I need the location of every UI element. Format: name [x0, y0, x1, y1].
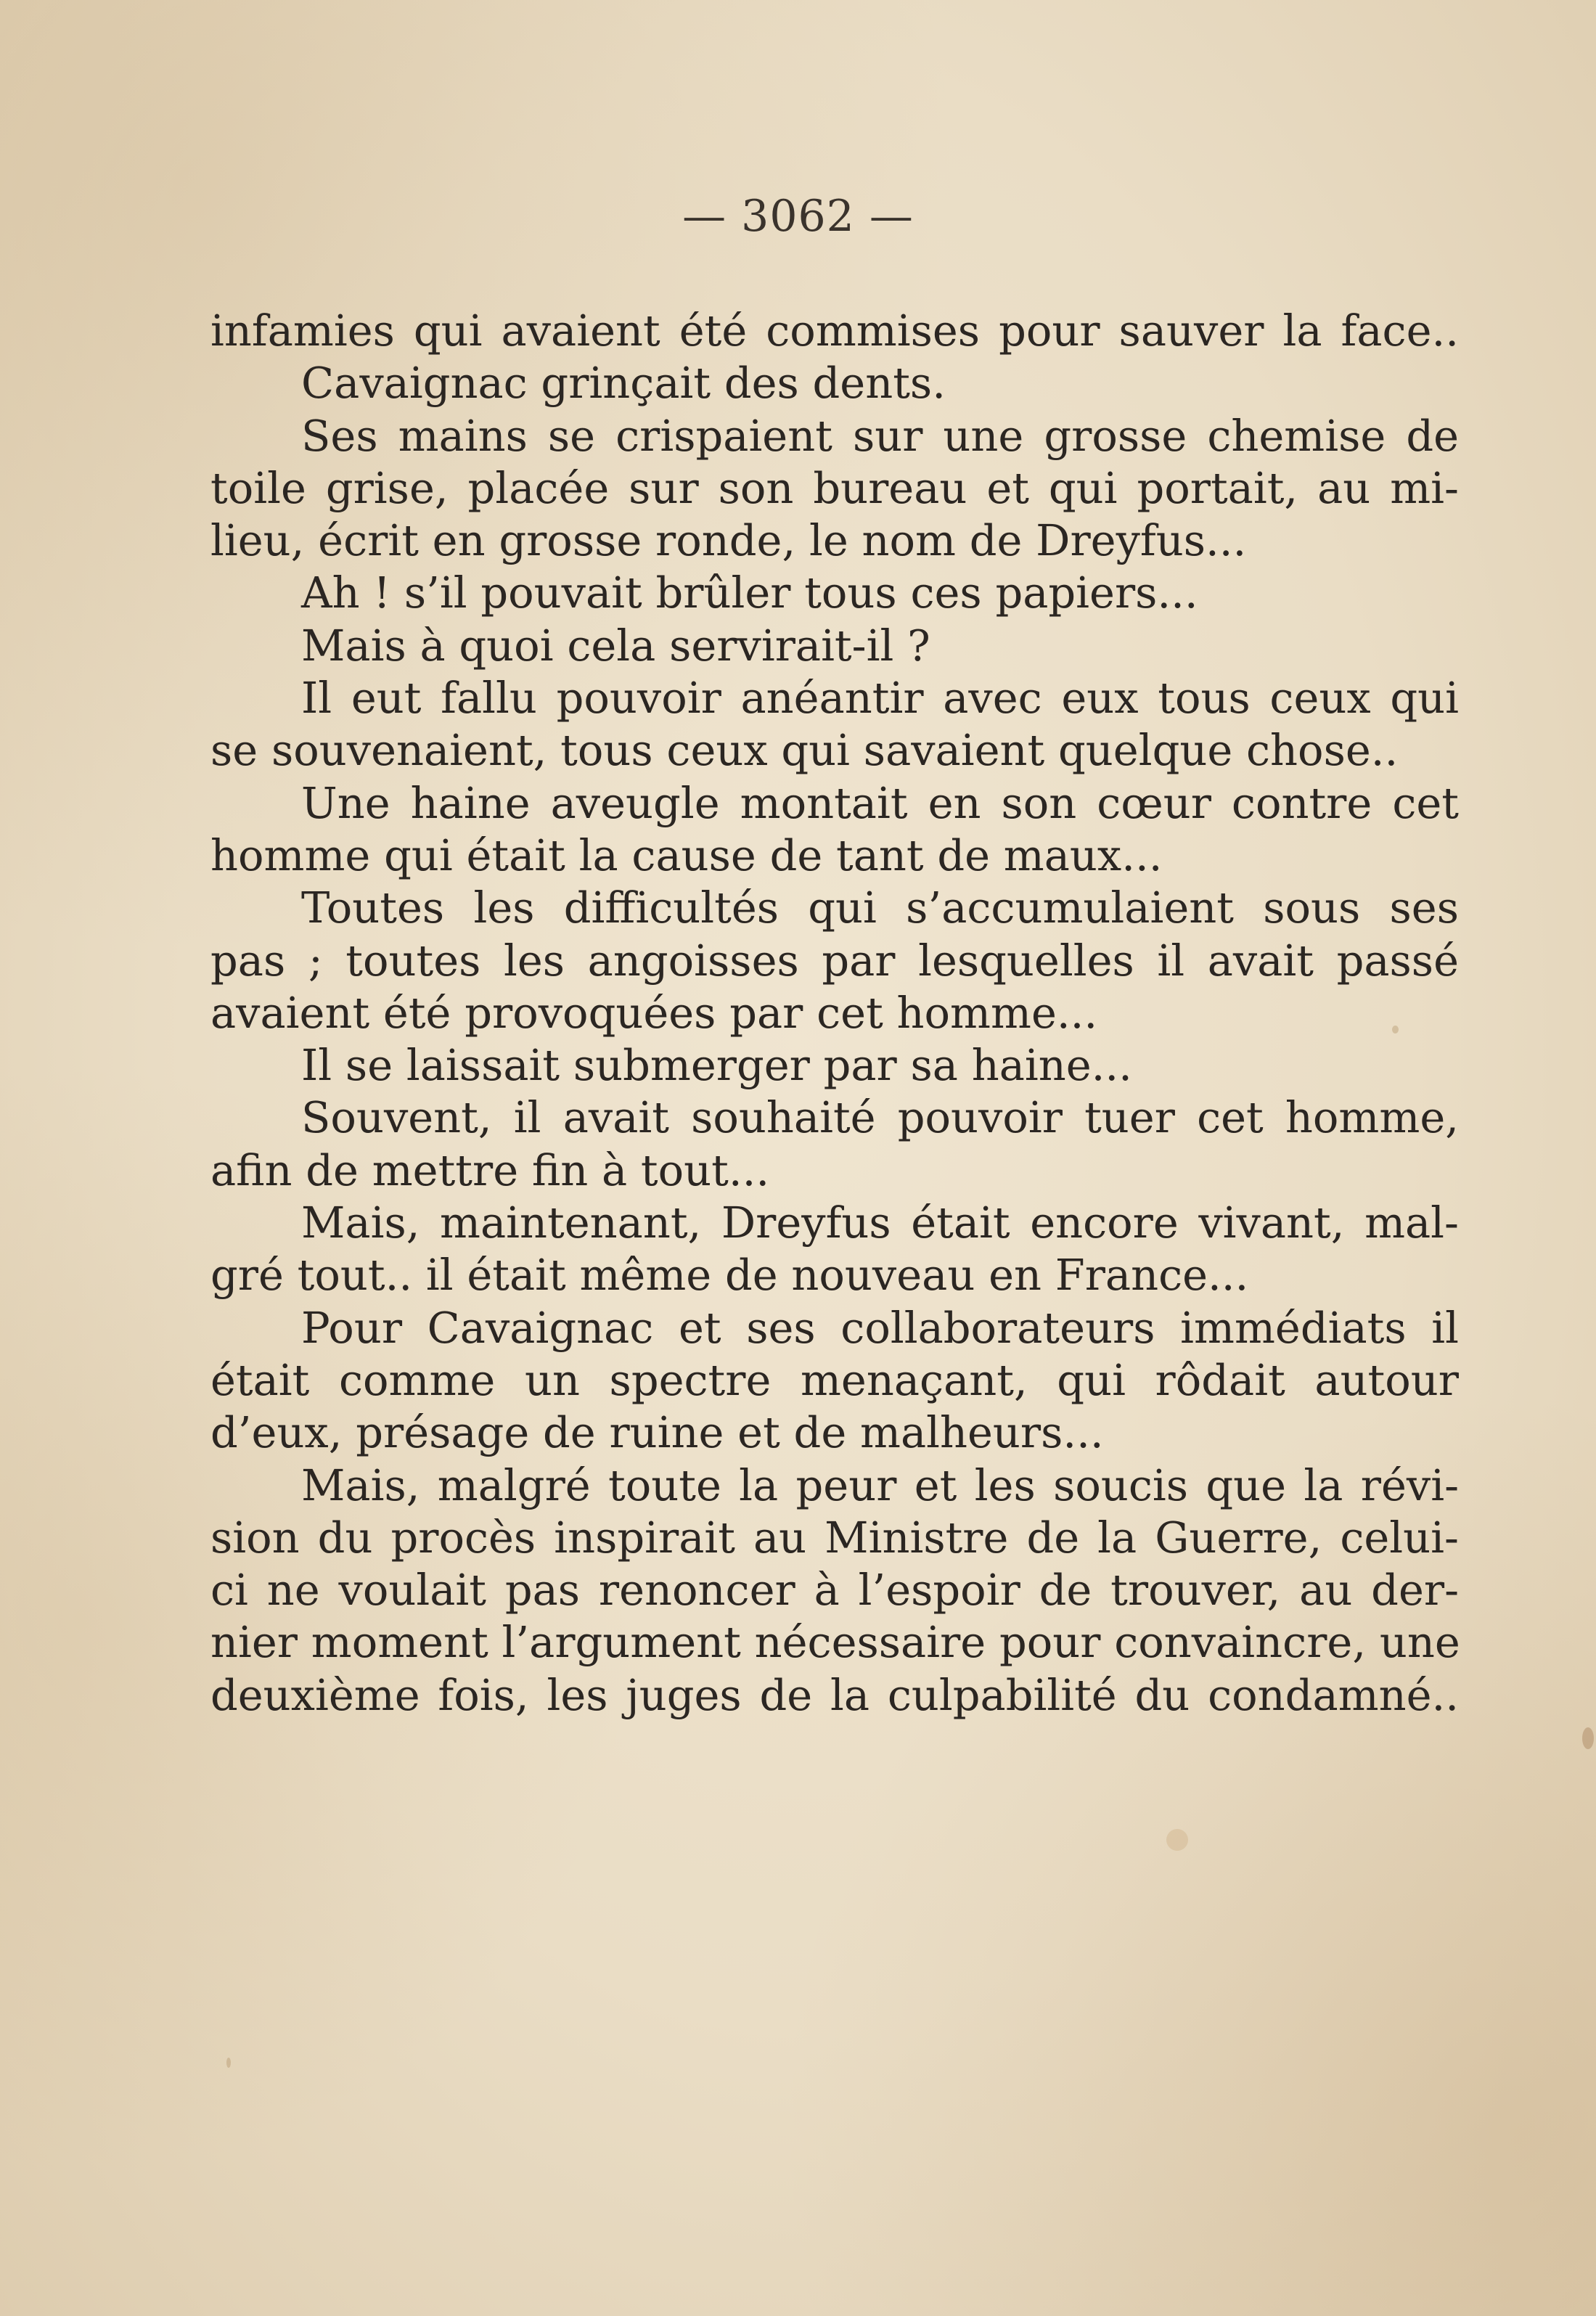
text-line: deuxième fois, les juges de la culpabilité du condamné..: [210, 1669, 1459, 1720]
page-number: — 3062 —: [682, 191, 914, 242]
text-line: Ah ! s’il pouvait brûler tous ces papiers...: [301, 568, 1198, 618]
text-line: Une haine aveugle montait en son cœur contre cet: [301, 777, 1459, 828]
text-line: nier moment l’argument nécessaire pour convaincre, une: [210, 1617, 1460, 1668]
text-line: sion du procès inspirait au Ministre de la Guerre, celui-: [210, 1512, 1459, 1563]
text-line: Il eut fallu pouvoir anéantir avec eux tous ceux qui: [301, 673, 1459, 724]
text-line: d’eux, présage de ruine et de malheurs...: [210, 1407, 1104, 1458]
text-line: se souvenaient, tous ceux qui savaient quelque chose..: [210, 725, 1399, 776]
text-line: Toutes les difficultés qui s’accumulaient sous ses: [301, 883, 1459, 933]
text-line: Mais, malgré toute la peur et les soucis que la révi-: [301, 1460, 1459, 1510]
text-line: pas ; toutes les angoisses par lesquelles il avait passé: [210, 935, 1459, 986]
text-line: gré tout.. il était même de nouveau en France...: [210, 1250, 1249, 1301]
body-text: [210, 305, 1459, 1722]
foxing-spot: [226, 2058, 231, 2068]
text-line: Ses mains se crispaient sur une grosse chemise de: [301, 410, 1459, 461]
text-line: Mais, maintenant, Dreyfus était encore vivant, mal-: [301, 1198, 1459, 1248]
text-line: infamies qui avaient été commises pour sauver la face..: [210, 306, 1459, 356]
text-line: afin de mettre fin à tout...: [210, 1145, 770, 1195]
text-line: homme qui était la cause de tant de maux...: [210, 830, 1163, 880]
text-line: lieu, écrit en grosse ronde, le nom de Dreyfus...: [210, 515, 1247, 566]
text-line: Pour Cavaignac et ses collaborateurs immédiats il: [301, 1302, 1459, 1353]
text-line: Cavaignac grinçait des dents.: [301, 358, 946, 409]
text-line: avaient été provoquées par cet homme...: [210, 987, 1098, 1038]
foxing-spot: [1166, 1829, 1188, 1851]
foxing-spot: [1582, 1727, 1594, 1749]
text-line: Souvent, il avait souhaité pouvoir tuer cet homme,: [301, 1092, 1459, 1143]
text-line: Mais à quoi cela servirait-il ?: [301, 620, 930, 671]
text-line: était comme un spectre menaçant, qui rôdait autour: [210, 1354, 1459, 1405]
text-line: Il se laissait submerger par sa haine...: [301, 1040, 1132, 1091]
text-line: toile grise, placée sur son bureau et qui portait, au mi-: [210, 462, 1459, 513]
text-line: ci ne voulait pas renoncer à l’espoir de trouver, au der-: [210, 1565, 1459, 1616]
